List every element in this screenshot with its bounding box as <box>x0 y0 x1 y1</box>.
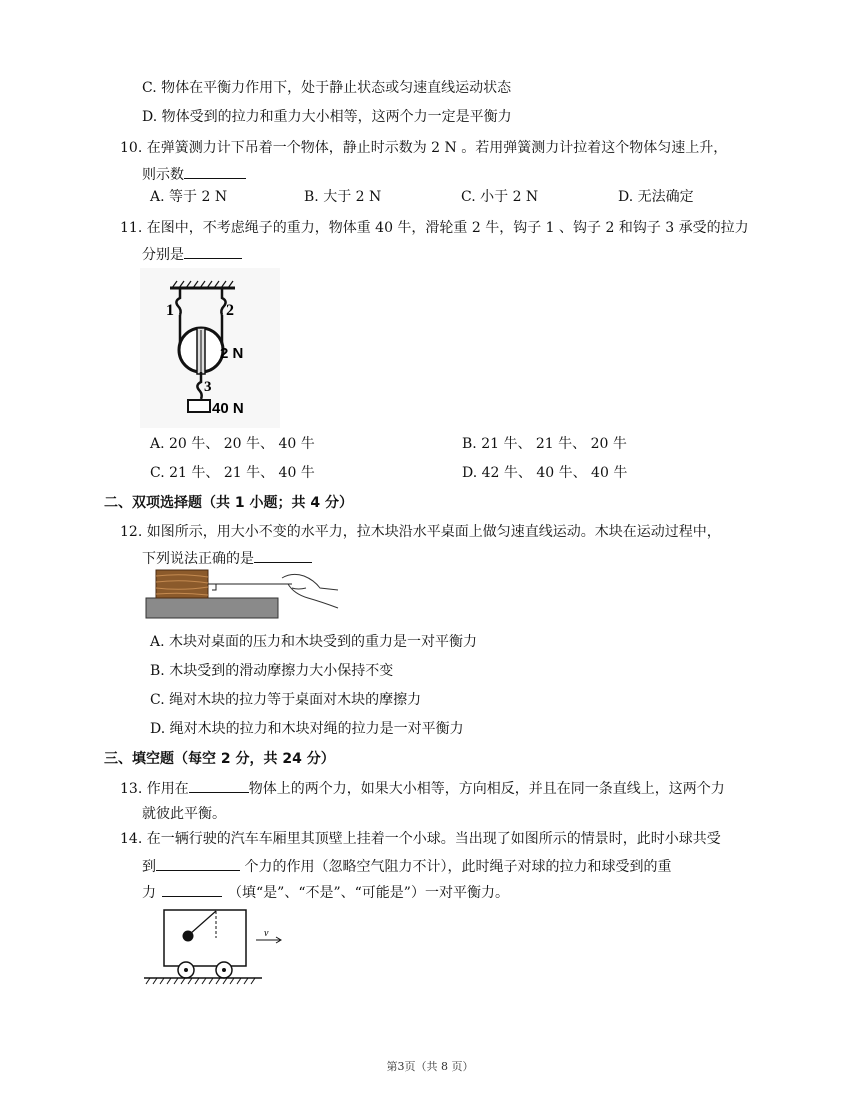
q14-answer-blank-2 <box>162 882 222 897</box>
q10-answer-blank <box>184 164 246 179</box>
page-footer: 第3页（共 8 页） <box>386 1060 474 1073</box>
q14-stem-line3: 力 （填“是”、“不是”、“可能是”）一对平衡力。 <box>142 882 509 903</box>
q10-option-d: D. 无法确定 <box>618 189 694 205</box>
q9-option-c: C. 物体在平衡力作用下，处于静止状态或匀速直线运动状态 <box>142 80 512 96</box>
cart-figure <box>140 904 290 988</box>
q12-stem: 12. 如图所示，用大小不变的水平力，拉木块沿水平桌面上做匀速直线运动。木块在运动过程中， <box>120 524 721 540</box>
pulley-weight-label: 2 N <box>220 345 244 362</box>
q11-stem: 11. 在图中，不考虑绳子的重力，物体重 40 牛，滑轮重 2 牛，钩子 1 、钩子 2 和钩子 3 承受的拉力 <box>120 220 749 236</box>
q10-option-a: A. 等于 2 N <box>150 189 228 205</box>
hook-1-label: 1 <box>166 302 174 319</box>
q11-option-b: B. 21 牛、 21 牛、 20 牛 <box>462 436 627 452</box>
q10-option-c: C. 小于 2 N <box>461 189 539 205</box>
q11-answer-blank <box>184 244 242 259</box>
ball <box>183 931 194 942</box>
q10-stem: 10. 在弹簧测力计下吊着一个物体，静止时示数为 2 N 。若用弹簧测力计拉着这个物体匀速上升， <box>120 140 728 156</box>
q10-option-b: B. 大于 2 N <box>304 189 382 205</box>
q11-stem-line2: 分别是 <box>142 244 242 265</box>
q12-option-b: B. 木块受到的滑动摩擦力大小保持不变 <box>150 663 394 679</box>
q12-answer-blank <box>254 548 312 563</box>
section-2-heading: 二、双项选择题（共 1 小题；共 4 分） <box>104 495 353 511</box>
q12-stem-line2: 下列说法正确的是 <box>142 548 312 569</box>
wood-block-figure <box>142 568 342 628</box>
q11-option-d: D. 42 牛、 40 牛、 40 牛 <box>462 465 628 481</box>
q14-answer-blank-1 <box>156 856 240 871</box>
q12-option-c: C. 绳对木块的拉力等于桌面对木块的摩擦力 <box>150 692 422 708</box>
velocity-label: v <box>264 928 269 939</box>
q14-stem: 14. 在一辆行驶的汽车车厢里其顶壁上挂着一个小球。当出现了如图所示的情景时，此时小球共受 <box>120 831 721 847</box>
q12-option-d: D. 绳对木块的拉力和木块对绳的拉力是一对平衡力 <box>150 721 464 737</box>
q13-stem: 13. 作用在 物体上的两个力，如果大小相等，方向相反，并且在同一条直线上，这两个力 <box>120 778 725 799</box>
q9-option-d: D. 物体受到的拉力和重力大小相等，这两个力一定是平衡力 <box>142 109 512 125</box>
q12-option-a: A. 木块对桌面的压力和木块受到的重力是一对平衡力 <box>150 634 478 650</box>
q11-option-c: C. 21 牛、 21 牛、 40 牛 <box>150 465 315 481</box>
q14-stem-line2: 到 个力的作用（忽略空气阻力不计），此时绳子对球的拉力和球受到的重 <box>142 856 671 877</box>
object-weight-label: 40 N <box>212 400 244 417</box>
q13-answer-blank <box>189 778 249 793</box>
hook-2-label: 2 <box>226 302 234 319</box>
pulley-figure <box>140 268 280 428</box>
table-top <box>146 598 278 618</box>
hand <box>282 574 338 608</box>
q10-stem-line2: 则示数 <box>142 164 246 185</box>
section-3-heading: 三、填空题（每空 2 分，共 24 分） <box>104 751 335 767</box>
q13-stem-line2: 就彼此平衡。 <box>142 806 226 822</box>
carriage-box <box>164 910 246 966</box>
q11-option-a: A. 20 牛、 20 牛、 40 牛 <box>150 436 315 452</box>
hook-3-label: 3 <box>204 379 212 395</box>
